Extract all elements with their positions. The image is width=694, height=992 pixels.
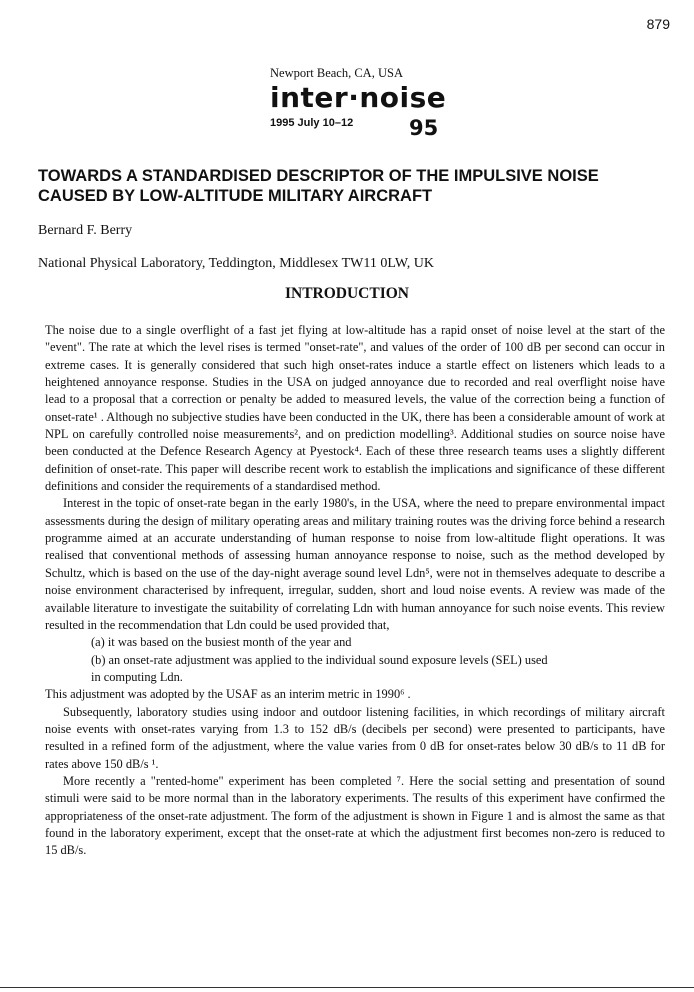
- list-continuation: in computing Ldn.: [91, 669, 183, 684]
- paper-author: Bernard F. Berry: [38, 223, 133, 238]
- page-number: 879: [646, 16, 670, 32]
- paragraph: This adjustment was adopted by the USAF as an interim metric in 1990⁶ .: [45, 687, 411, 702]
- paragraph: The noise due to a single overflight of a fast jet flying at low-altitude has a rapid onset of noise level at the start of the "event". The rate at which the level rises is termed "onset-rate", and values of the order of 100 dB per second can occur in extreme cases. It is generally considered that such high onset-rates induce a startle effect on listeners which leads to a heightened annoyance response. Studies in the USA on judged annoyance due to recorded and real overflight noise have lead to a proposal that a correction or penalty be added to measured levels, the value of the correction being a function of onset-rate¹ . Although no subjective studies have been conducted in the UK, there has been a considerable amount of work at NPL on carefully controlled noise measurements², and on prediction modelling³. Additional studies on source noise have been conducted at the Defence Research Agency at Pyestock⁴. Each of these three research teams uses a slightly different definition of onset-rate. This paper will describe recent work to establish the implications and significance of these different definitions and consider the requirements of a standardised method.: [45, 323, 665, 494]
- conference-year: 95: [409, 116, 439, 140]
- paper-affiliation: National Physical Laboratory, Teddington, Middlesex TW11 0LW, UK: [38, 256, 435, 271]
- paragraph: Interest in the topic of onset-rate began in the early 1980's, in the USA, where the need to prepare environmental impact assessments during the design of military operating areas and military training routes was the driving force behind a research programme aimed at an accurate understanding of human response to noise from low-altitude flight operations. It was realised that conventional methods of assessing human annoyance response to noise, such as the method developed by Schultz, which is based on the use of the day-night average sound level Ldn⁵, were not in themselves adequate to describe a noise environment characterised by infrequent, irregular, sudden, short and loud noise events. A review was made of the available literature to investigate the suitability of correlating Ldn with human annoyance for such noise events. This review resulted in the recommendation that Ldn could be used provided that,: [45, 496, 665, 632]
- list-item: (b) an onset-rate adjustment was applied to the individual sound exposure levels (SEL) used: [91, 652, 548, 667]
- conference-location: Newport Beach, CA, USA: [270, 66, 403, 80]
- paper-title: TOWARDS A STANDARDISED DESCRIPTOR OF THE IMPULSIVE NOISE CAUSED BY LOW-ALTITUDE MILITARY AIRCRAFT: [38, 167, 599, 205]
- list-item: (a) it was based on the busiest month of the year and: [91, 635, 352, 650]
- paragraph: Subsequently, laboratory studies using indoor and outdoor listening facilities, in which recordings of military aircraft noise events with onset-rates varying from 1.3 to 152 dB/s (decibels per second) were presented to participants, have resulted in a refined form of the adjustment, where the value varies from 0 dB for onset-rates below 30 dB/s to 11 dB for rates above 150 dB/s ¹.: [45, 704, 665, 771]
- section-heading: INTRODUCTION: [284, 285, 409, 302]
- conference-brand: inter·noise: [270, 81, 447, 114]
- footer-rule: [0, 987, 694, 989]
- conference-logo: [270, 66, 460, 140]
- body-text: [45, 322, 665, 860]
- paragraph: More recently a "rented-home" experiment has been completed ⁷. Here the social setting and presentation of sound stimuli were said to be more normal than in the laboratory experiments. The results of this experiment have confirmed the appropriateness of the onset-rate adjustment. The form of the adjustment is shown in Figure 1 and is almost the same as that found in the laboratory experiment, except that the onset-rate at which the adjustment first becomes non-zero is reduced to 15 dB/s.: [45, 773, 665, 858]
- conference-dates: 1995 July 10–12: [270, 117, 354, 129]
